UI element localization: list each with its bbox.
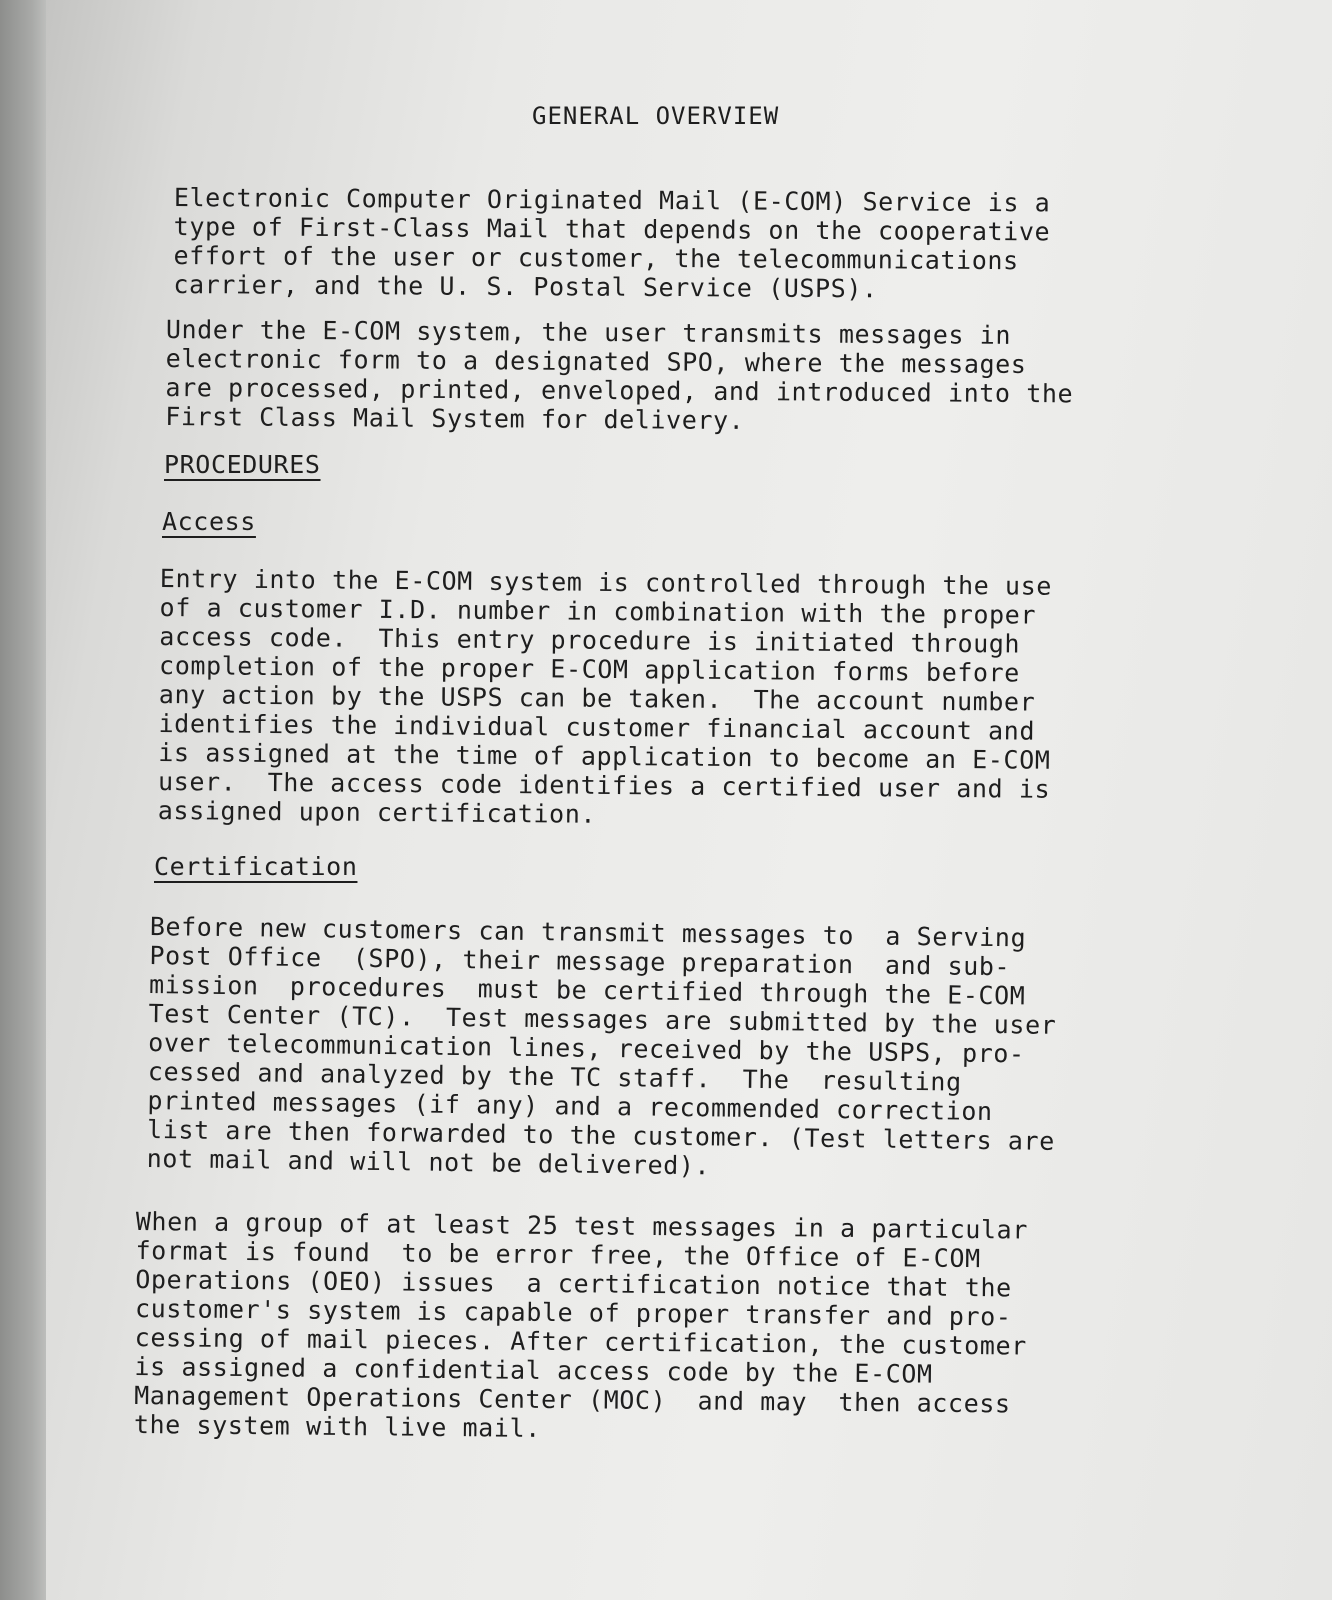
procedures-heading: PROCEDURES — [164, 450, 321, 479]
certification-heading: Certification — [154, 852, 358, 881]
document-content — [46, 0, 1332, 1600]
intro-paragraph-ecom-system: Under the E-COM system, the user transmits messages in electronic form to a designated SPO, where the messages are processed, printed, enveloped, and introduced into the First Class Mail System for delivery. — [165, 315, 1074, 436]
document-title: GENERAL OVERVIEW — [532, 102, 780, 130]
access-paragraph: Entry into the E-COM system is controlled through the use of a customer I.D. number in combination with the proper access code. This entry procedure is initiated through completion of the proper E-COM application forms before any action by the USPS can be taken. The account number identifies the individual customer financial account and is assigned at the time of application to become an E-COM user. The access code identifies a certified user and is assigned upon certification. — [157, 564, 1053, 829]
intro-paragraph-ecom-definition: Electronic Computer Originated Mail (E-COM) Service is a type of First-Class Mail that depends on the cooperative effort of the user or customer, the telecommunications carrier, and the U. S. Postal Service (USPS). — [173, 183, 1051, 304]
access-heading: Access — [162, 507, 256, 536]
document-page — [46, 0, 1332, 1600]
certification-paragraph-test-center: Before new customers can transmit messages to a Serving Post Office (SPO), their message preparation and sub- mission procedures must be certified through the E-COM Test Center (TC). Test messages are submitted by the user over telecommunication lines, received by the USPS, pro- cessed and analyzed by the TC staff. The resulting printed messages (if any) and a recommended correction list are then forwarded to the customer. (Test letters are not mail and will not be delivered). — [146, 912, 1057, 1181]
page-edge-shadow — [0, 0, 46, 1600]
certification-paragraph-notice: When a group of at least 25 test messages in a particular format is found to be error free, the Office of E-COM Operations (OEO) issues a certification notice that the customer's system is capable of proper transfer and pro- cessing of mail pieces. After certification, the customer is assigned a confidential access code by the E-COM Management Operations Center (MOC) and may then access the system with live mail. — [133, 1207, 1029, 1443]
